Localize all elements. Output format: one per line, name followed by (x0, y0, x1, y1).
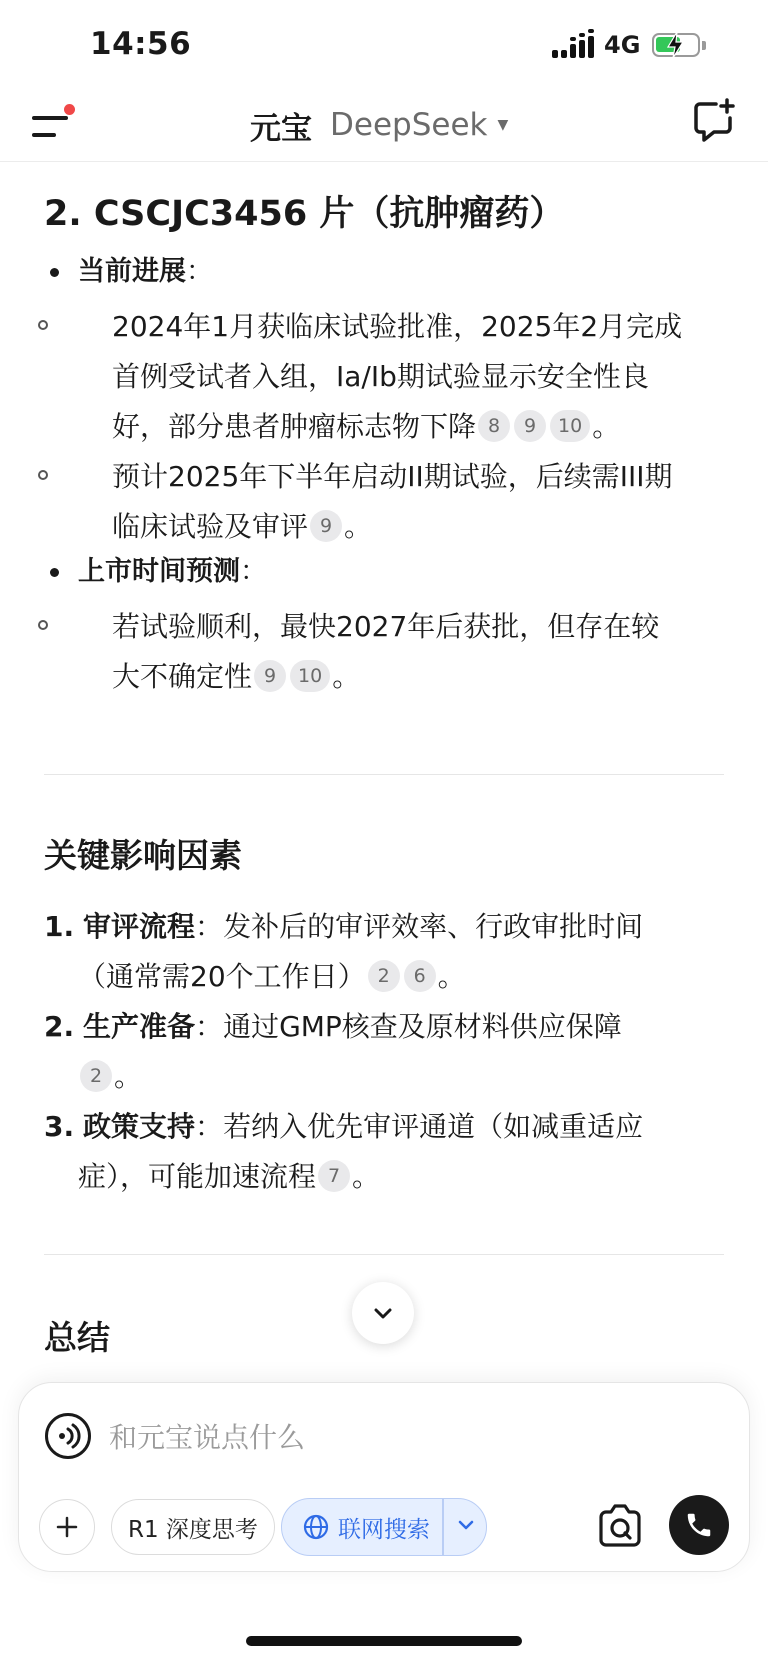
factor-item (44, 1102, 643, 1202)
line: （通常需20个工作日） (78, 960, 366, 993)
factor-number: 1. (44, 910, 75, 943)
notification-dot (64, 104, 75, 115)
factor-label: 生产准备 (83, 1010, 196, 1043)
period: 。 (592, 410, 621, 443)
divider (44, 1254, 724, 1255)
factor-item (44, 902, 643, 1002)
web-search-label: 联网搜索 (338, 1516, 430, 1543)
period: 。 (114, 1060, 143, 1093)
deep-think-label: R1 深度思考 (128, 1516, 258, 1543)
status-time: 14:56 (90, 26, 192, 62)
status-bar (0, 0, 768, 90)
line: 发补后的审评效率、行政审批时间 (223, 910, 644, 943)
bullet-progress (44, 248, 213, 296)
line: 若纳入优先审评通道（如减重适应 (223, 1110, 644, 1143)
summary-title: 总结 (44, 1318, 110, 1357)
composer (18, 1382, 750, 1572)
camera-icon[interactable] (593, 1499, 647, 1553)
app-header (0, 90, 768, 162)
factors-title: 关键影响因素 (44, 836, 242, 875)
colon: ： (186, 256, 213, 287)
deep-think-button[interactable] (111, 1499, 275, 1555)
market-label: 上市时间预测 (78, 556, 240, 587)
period: 。 (352, 1160, 381, 1193)
line: 症），可能加速流程 (78, 1160, 317, 1193)
factor-label: 政策支持 (83, 1110, 196, 1143)
list-item (112, 302, 682, 452)
caret-down-icon: ▼ (497, 117, 509, 133)
line: 通过GMP核查及原材料供应保障 (223, 1010, 622, 1043)
network-type: 4G (604, 31, 641, 59)
home-indicator (246, 1636, 522, 1646)
model-selector[interactable] (250, 100, 508, 150)
globe-icon (302, 1513, 330, 1541)
period: 。 (437, 960, 466, 993)
chevron-down-icon[interactable] (454, 1513, 478, 1537)
citation-badge[interactable]: 10 (550, 410, 590, 442)
factor-number: 2. (44, 1010, 75, 1043)
progress-label: 当前进展 (78, 256, 186, 287)
line: 预计2025年下半年启动II期试验，后续需III期 (112, 460, 673, 493)
citation-badge[interactable]: 9 (514, 410, 546, 442)
web-search-toggle[interactable] (281, 1498, 487, 1556)
app-name: 元宝 (250, 110, 312, 147)
colon: ： (195, 1110, 224, 1143)
citation-badge[interactable]: 10 (290, 660, 330, 692)
line: 首例受试者入组，Ia/Ib期试验显示安全性良 (112, 360, 649, 393)
factor-label: 审评流程 (83, 910, 196, 943)
line: 2024年1月获临床试验批准，2025年2月完成 (112, 310, 683, 343)
citation-badge[interactable]: 2 (368, 960, 400, 992)
line: 临床试验及审评 (112, 510, 309, 543)
citation-badge[interactable]: 9 (310, 510, 342, 542)
colon: ： (240, 556, 267, 587)
section-title: 2. CSCJC3456 片（抗肿瘤药） (44, 194, 565, 234)
scroll-down-button[interactable] (352, 1282, 414, 1344)
list-item (112, 602, 659, 702)
signal-icon (552, 32, 594, 58)
citation-badge[interactable]: 8 (478, 410, 510, 442)
plus-icon (55, 1515, 79, 1539)
menu-icon[interactable] (32, 108, 72, 142)
list-item (112, 452, 673, 552)
citation-badge[interactable]: 9 (254, 660, 286, 692)
chevron-down-icon (370, 1300, 396, 1326)
factor-number: 3. (44, 1110, 75, 1143)
period: 。 (344, 510, 373, 543)
divider (44, 774, 724, 775)
voice-input-icon[interactable] (45, 1413, 91, 1459)
message-input[interactable] (109, 1411, 669, 1463)
citation-badge[interactable]: 6 (404, 960, 436, 992)
add-attachment-button[interactable] (39, 1499, 95, 1555)
line: 若试验顺利，最快2027年后获批，但存在较 (112, 610, 660, 643)
period: 。 (332, 660, 361, 693)
bullet-market (44, 548, 267, 596)
voice-call-button[interactable] (669, 1495, 729, 1555)
colon: ： (195, 1010, 224, 1043)
citation-badge[interactable]: 2 (80, 1060, 112, 1092)
citation-badge[interactable]: 7 (318, 1160, 350, 1192)
chat-content (0, 162, 768, 1382)
new-chat-icon[interactable] (690, 96, 738, 144)
battery-cap (702, 41, 706, 50)
phone-icon (684, 1510, 714, 1540)
factor-item (44, 1002, 622, 1102)
colon: ： (195, 910, 224, 943)
model-name: DeepSeek (330, 107, 488, 143)
line: 好，部分患者肿瘤标志物下降 (112, 410, 477, 443)
line: 大不确定性 (112, 660, 253, 693)
battery-icon (652, 33, 700, 57)
